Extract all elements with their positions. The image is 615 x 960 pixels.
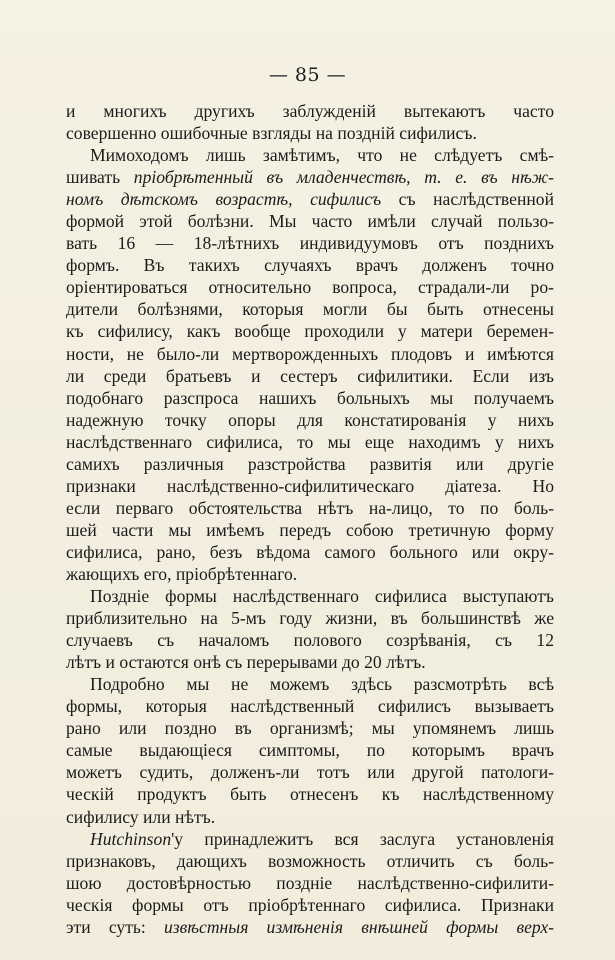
text-line [66,828,554,850]
text-line: лѣтъ и остаются онѣ съ перерывами до 20 лѣтъ. [66,652,426,673]
text-line [66,188,554,210]
text-line: можетъ судить, долженъ-ли тотъ или другой патологи- [66,762,554,783]
text-line: приблизительно на 5-мъ году жизни, въ большинствѣ же [66,608,554,629]
body-text [66,100,554,938]
text-line: къ сифилису, какъ вообще проходили у матери беремен- [66,321,554,342]
text-span: шивать [66,167,134,188]
italic-text-span: номъ дѣтскомъ возрастѣ, сифилисъ [66,189,382,210]
text-line: наслѣдственнаго сифилиса, то мы еще находимъ у нихъ [66,431,554,452]
text-line: если перваго обстоятельства нѣтъ на-лицо, то по боль- [66,497,554,518]
text-line: самые выдающіеся симптомы, по которымъ врачъ [66,740,554,761]
text-span: 'у принадлежитъ вся заслуга установленія [171,828,554,849]
text-line: Мимоходомъ лишь замѣтимъ, что не слѣдуетъ смѣ- [90,145,554,166]
text-line: ности, не было-ли мертворожденныхъ плодовъ и имѣются [66,343,554,364]
text-line: формъ. Въ такихъ случаяхъ врачъ долженъ точно [66,255,554,276]
italic-text-span: Hutchinson [90,828,172,849]
text-line: жающихъ его, пріобрѣтеннаго. [66,563,298,584]
text-line: ли среди братьевъ и сестеръ сифилитики. Если изъ [66,365,554,386]
text-line: ческій продуктъ быть отнесенъ къ наслѣдственному [66,784,554,805]
italic-text-span: извѣстныя измѣненія внѣшней формы верх- [164,916,554,937]
text-line: совершенно ошибочные взгляды на поздній сифилисъ. [66,123,477,144]
text-line: оріентироваться относительно вопроса, страдали-ли ро- [66,277,554,298]
text-line [66,166,554,188]
text-line: формы, которыя наслѣдственный сифилисъ вызываетъ [66,696,554,717]
text-line: ческія формы отъ пріобрѣтеннаго сифилиса. Признаки [66,894,554,915]
text-line: самихъ различныя разстройства развитія или другіе [66,453,554,474]
text-line: Поздніе формы наслѣдственнаго сифилиса выступаютъ [90,586,554,607]
page-number: — 85 — [268,64,347,86]
text-line: рано или поздно въ организмѣ; мы упомянемъ лишь [66,718,554,739]
text-line: случаевъ съ началомъ полового созрѣванія, съ 12 [66,630,554,651]
text-span: съ наслѣдственной [381,189,554,210]
italic-text-span: пріобрѣтенный въ младенчествѣ, т. е. въ нѣж- [133,167,554,188]
text-line: шей части мы имѣемъ передъ собою третичную форму [66,519,554,540]
text-line [66,916,554,938]
text-line: шою достовѣрностью поздніе наслѣдственно-сифилити- [66,872,554,893]
text-line: признаки наслѣдственно-сифилитическаго діатеза. Но [66,475,554,496]
text-line: надежную точку опоры для констатированія у нихъ [66,409,554,430]
text-line: формой этой болѣзни. Мы часто имѣли случай пользо- [66,211,554,232]
text-line: и многихъ другихъ заблужденiй вытекаютъ часто [66,101,554,121]
text-line: сифилиса, рано, безъ вѣдома самого больного или окру- [66,541,554,562]
text-line: подобнаго разспроса нашихъ больныхъ мы получаемъ [66,387,554,408]
text-line: Подробно мы не можемъ здѣсь разсмотрѣть всѣ [90,674,554,695]
text-line: признаковъ, дающихъ возможность отличить съ боль- [66,850,554,871]
text-line: дители болѣзнями, которыя могли бы быть отнесены [66,299,554,320]
text-span: эти суть: [66,916,164,937]
text-line: сифилису или нѣтъ. [66,806,216,827]
text-line: вать 16 — 18-лѣтнихъ индивидуумовъ отъ позднихъ [66,233,554,254]
